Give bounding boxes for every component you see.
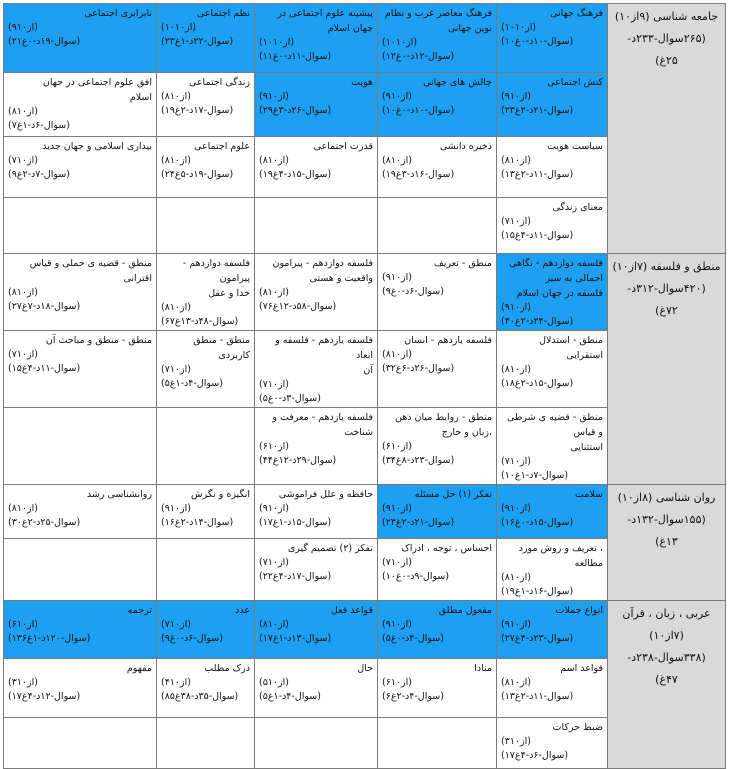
topic-title: انگیزه و نگرش [191, 489, 250, 500]
topic-question-stats: (۲۲سوال-۱۷د-۴غ) [259, 571, 332, 582]
topic-question-stats: (۳۰سوال-۲۵د-۲غ) [8, 517, 81, 528]
topic-score: (۱۰از۱۰) [259, 37, 295, 48]
topic-question-stats: (۱۰سوال-۱۰د-۰غ) [501, 36, 574, 47]
topic-question-stats: (۱۹سوال-۱۷د-۲غ) [161, 105, 234, 116]
topic-cell[interactable] [497, 539, 608, 601]
empty-cell [4, 539, 157, 601]
category-label-line: ۴۷غ) [655, 673, 678, 686]
topic-question-stats: (۱۱سوال-۱۱د-۰غ) [259, 51, 332, 62]
category-label-line: (۲۶۵سوال-۲۳۳د- [627, 32, 706, 45]
topic-title: فلسفه یازدهم - فلسفه و ابعاد آن [275, 335, 373, 376]
topic-question-stats: (۱۲سوال-۱۲د-۰غ) [382, 51, 455, 62]
topic-question-stats: (۲۱سوال-۱۹د-۰غ) [8, 36, 81, 47]
topic-title: فرهنگ معاصر غرب و نظام نوین جهانی [384, 8, 492, 34]
topic-score: (۹از۱۰) [259, 91, 289, 102]
topic-cell[interactable] [4, 331, 157, 408]
topic-score: (۶از۱۰) [382, 677, 412, 688]
topic-cell[interactable] [4, 659, 157, 718]
topic-score: (۸از۱۰) [501, 364, 531, 375]
topic-score: (۹از۱۰) [161, 503, 191, 514]
topic-cell[interactable] [497, 718, 608, 769]
topic-cell[interactable] [497, 408, 608, 485]
topic-score: (۹از۱۰) [501, 503, 531, 514]
topic-title: منطق - منطق و مباحث آن [45, 335, 152, 346]
table-row [4, 254, 726, 331]
topic-cell[interactable] [157, 137, 255, 198]
category-label-line: (۴۲۰سوال-۳۱۲د- [627, 282, 706, 295]
topic-question-stats: (۵سوال-۴د-۱غ) [259, 691, 321, 702]
topic-title: نابرابری اجتماعی [84, 8, 152, 19]
category-label-line: (۷از۱۰) [649, 629, 684, 642]
topic-score: (۸از۱۰) [259, 155, 289, 166]
category-label-line: ۲۵غ) [655, 54, 678, 67]
category-label-line: عربی ، زبان ، قرآن [622, 607, 711, 620]
topic-title: احساس ، توجه ، ادراک [401, 543, 492, 554]
topic-score: (۶از۱۰) [382, 441, 412, 452]
topic-question-stats: (۷سوال-۶د-۱غ) [8, 120, 70, 131]
topic-title: تفکر (۲) تصمیم گیری [287, 543, 373, 554]
topic-question-stats: (۱۰سوال-۹د-۰غ) [382, 571, 450, 582]
topic-report-grid [3, 3, 726, 769]
topic-score: (۵از۱۰) [259, 677, 289, 688]
topic-title: فلسفه یازدهم - انسان [404, 335, 492, 346]
category-cell [608, 4, 726, 254]
topic-title: نظم اجتماعی [196, 8, 250, 19]
topic-question-stats: (۶سوال-۴د-۲غ) [382, 691, 444, 702]
category-label-line: ۷۲غ) [655, 304, 678, 317]
topic-title: کنش اجتماعی [547, 77, 603, 88]
category-label-line: روان شناسی (۸از۱۰) [617, 491, 716, 504]
topic-title: معنای زندگی [552, 202, 603, 213]
topic-title: علوم اجتماعی [194, 141, 250, 152]
topic-score: (۸از۱۰) [8, 106, 38, 117]
topic-title: منطق - روابط میان ذهن ،زبان و خارج [395, 412, 492, 438]
topic-title: ضبط حرکات [552, 722, 603, 733]
topic-score: (۹از۱۰) [501, 91, 531, 102]
topic-question-stats: (۱۷سوال-۶د-۴غ) [501, 750, 569, 761]
topic-question-stats: (۲۷سوال-۲۳د-۴غ) [501, 633, 574, 644]
topic-cell[interactable] [497, 659, 608, 718]
empty-cell [157, 718, 255, 769]
empty-cell [157, 539, 255, 601]
topic-title: منادا [474, 663, 492, 674]
topic-question-stats: (۴۴سوال-۲۹د-۱۲غ) [259, 455, 337, 466]
topic-question-stats: (۳۲سوال-۲۶د-۶غ) [382, 363, 455, 374]
topic-question-stats: (۹سوال-۷د-۲غ) [8, 169, 70, 180]
topic-score: (۹از۱۰) [382, 503, 412, 514]
topic-cell[interactable] [4, 4, 157, 73]
topic-title: قواعد اسم [560, 663, 603, 674]
table-row [4, 601, 726, 659]
topic-question-stats: (۱۶سوال-۱۴د-۲غ) [161, 517, 234, 528]
topic-cell[interactable] [255, 137, 378, 198]
topic-title: منطق - منطق کاربردی [193, 335, 250, 361]
topic-score: (۸از۱۰) [501, 155, 531, 166]
topic-score: (۸از۱۰) [161, 302, 191, 313]
topic-cell[interactable] [255, 485, 378, 539]
topic-title: فلسفه دوازدهم - نگاهی اجمالی به سیر فلسفه در جهان اسلام [509, 258, 603, 299]
empty-cell [4, 198, 157, 254]
topic-score: (۸از۱۰) [501, 572, 531, 583]
topic-question-stats: (۱۷سوال-۱۳د-۱غ) [259, 633, 332, 644]
topic-score: (۹از۱۰) [8, 22, 38, 33]
topic-cell[interactable] [4, 601, 157, 659]
topic-cell[interactable] [255, 408, 378, 485]
topic-title: منطق - استدلال استقرایی [539, 335, 603, 361]
topic-title: قدرت اجتماعی [313, 141, 373, 152]
topic-cell[interactable] [157, 601, 255, 659]
topic-title: فلسفه دوازدهم - پیرامون خدا و عقل [182, 258, 250, 299]
topic-score: (۸از۱۰) [382, 155, 412, 166]
topic-question-stats: (۱۸سوال-۱۵د-۲غ) [501, 378, 574, 389]
topic-cell[interactable] [255, 4, 378, 73]
topic-cell[interactable] [4, 137, 157, 198]
topic-cell[interactable] [4, 73, 157, 137]
category-label-line: منطق و فلسفه (۷از۱۰) [612, 260, 721, 273]
topic-cell[interactable] [157, 73, 255, 137]
topic-title: تفکر (۱) حل مسئله [414, 489, 492, 500]
topic-score: (۷از۱۰) [382, 557, 412, 568]
topic-title: سلامت [574, 489, 603, 500]
topic-title: بیداری اسلامی و جهان جدید [42, 141, 152, 152]
category-cell [608, 254, 726, 485]
topic-cell[interactable] [378, 254, 497, 331]
empty-cell [378, 198, 497, 254]
topic-title: ، تعریف و روش مورد مطالعه [518, 543, 603, 569]
topic-title: فرهنگ جهانی [550, 8, 603, 19]
topic-score: (۸از۱۰) [161, 155, 191, 166]
topic-cell[interactable] [255, 331, 378, 408]
topic-question-stats: (۱۷سوال-۱۵د-۱غ) [259, 517, 332, 528]
topic-score: (۴از۱۰) [161, 677, 191, 688]
topic-question-stats: (۳۴سوال-۲۳د-۸غ) [382, 455, 455, 466]
topic-title: فلسفه دوازدهم - پیرامون واقعیت و هستی [272, 258, 373, 284]
category-cell [608, 601, 726, 769]
topic-score: (۷از۱۰) [259, 379, 289, 390]
topic-question-stats: (۲۴سوال-۱۹د-۵غ) [161, 169, 234, 180]
topic-question-stats: (۲۳سوال-۲۲د-۱غ) [161, 36, 234, 47]
table-row [4, 485, 726, 539]
topic-cell[interactable] [378, 408, 497, 485]
topic-question-stats: (۱۰سوال-۱۰د-۰غ) [382, 105, 455, 116]
topic-cell[interactable] [4, 254, 157, 331]
topic-title: سیاست هویت [547, 141, 603, 152]
topic-question-stats: (۶۷سوال-۴۸د-۱۳غ) [161, 316, 239, 327]
topic-score: (۶از۱۰) [259, 441, 289, 452]
topic-question-stats: (۱۹سوال-۱۶د-۱غ) [501, 586, 574, 597]
topic-title: هویت [351, 77, 373, 88]
topic-cell[interactable] [378, 601, 497, 659]
topic-score: (۹از۱۰) [382, 619, 412, 630]
topic-question-stats: (۱۶سوال-۱۵د-۰غ) [501, 517, 574, 528]
topic-cell[interactable] [255, 601, 378, 659]
category-label-line: (۳۳۸سوال-۲۳۸د- [627, 651, 706, 664]
topic-score: (۷از۱۰) [8, 155, 38, 166]
topic-question-stats: (۵سوال-۳د-۰غ) [259, 393, 321, 404]
topic-cell[interactable] [497, 254, 608, 331]
topic-cell[interactable] [157, 4, 255, 73]
topic-score: (۶از۱۰) [8, 619, 38, 630]
empty-cell [255, 198, 378, 254]
category-label-line: (۱۵۵سوال-۱۳۲د- [627, 513, 706, 526]
topic-cell[interactable] [497, 601, 608, 659]
topic-score: (۹از۱۰) [382, 272, 412, 283]
topic-title: زندگی اجتماعی [188, 77, 250, 88]
topic-title: حال [357, 663, 373, 674]
topic-title: انواع جملات [555, 605, 603, 616]
topic-score: (۸از۱۰) [259, 287, 289, 298]
topic-title: پیشینه علوم اجتماعی در جهان اسلام [277, 8, 373, 34]
topic-cell[interactable] [4, 485, 157, 539]
topic-question-stats: (۱۷سوال-۱۲د-۴غ) [8, 691, 81, 702]
topic-question-stats: (۹سوال-۶د-۰غ) [382, 286, 444, 297]
topic-cell[interactable] [255, 539, 378, 601]
topic-score: (۸از۱۰) [8, 503, 38, 514]
topic-cell[interactable] [378, 4, 497, 73]
topic-score: (۱۰از۱۰) [161, 22, 197, 33]
topic-cell[interactable] [378, 137, 497, 198]
topic-score: (۹از۱۰) [501, 302, 531, 313]
category-cell [608, 485, 726, 601]
topic-cell[interactable] [255, 659, 378, 718]
topic-title: حافظه و علل فراموشی [278, 489, 373, 500]
topic-question-stats: (۱۹سوال-۱۵د-۴غ) [259, 169, 332, 180]
topic-question-stats: (۱۳سوال-۱۱د-۲غ) [501, 691, 574, 702]
topic-cell[interactable] [157, 485, 255, 539]
topic-cell[interactable] [157, 331, 255, 408]
topic-question-stats: (۲۹سوال-۲۶د-۳غ) [259, 105, 332, 116]
topic-title: چالش های جهانی [423, 77, 492, 88]
topic-title: عدد [235, 605, 250, 616]
topic-score: (۸از۱۰) [8, 287, 38, 298]
topic-score: (۹از۱۰) [501, 619, 531, 630]
topic-question-stats: (۱۵سوال-۱۱د-۴غ) [8, 363, 81, 374]
topic-question-stats: (۸۵سوال-۳۵د-۳۸غ) [161, 691, 239, 702]
topic-title: منطق - قضیه ی حملی و قیاس اقترانی [29, 258, 152, 284]
table-row [4, 4, 726, 73]
topic-cell[interactable] [497, 4, 608, 73]
topic-score: (۳از۱۰) [501, 736, 531, 747]
category-label-line: جامعه شناسی (۹از۱۰) [614, 10, 719, 23]
empty-cell [4, 408, 157, 485]
empty-cell [378, 718, 497, 769]
empty-cell [255, 718, 378, 769]
topic-cell[interactable] [378, 73, 497, 137]
topic-score: (۷از۱۰) [161, 619, 191, 630]
topic-question-stats: (۱۰سوال-۷د-۱غ) [501, 470, 569, 481]
topic-score: (۱۰از۱۰) [501, 22, 537, 33]
topic-question-stats: (۱۵سوال-۱۱د-۴غ) [501, 230, 574, 241]
topic-question-stats: (۲۳سوال-۲۱د-۲غ) [501, 105, 574, 116]
topic-question-stats: (۹سوال-۶د-۰غ) [161, 633, 223, 644]
topic-cell[interactable] [497, 485, 608, 539]
empty-cell [157, 198, 255, 254]
topic-cell[interactable] [378, 331, 497, 408]
topic-score: (۸از۱۰) [501, 677, 531, 688]
topic-score: (۹از۱۰) [259, 503, 289, 514]
topic-score: (۱۰از۱۰) [382, 37, 418, 48]
topic-question-stats: (۱۳سوال-۱۱د-۲غ) [501, 169, 574, 180]
topic-cell[interactable] [497, 137, 608, 198]
topic-title: ترجمه [127, 605, 152, 616]
empty-cell [157, 408, 255, 485]
topic-cell[interactable] [157, 254, 255, 331]
topic-score: (۷از۱۰) [501, 216, 531, 227]
topic-title: ذخیره دانشی [439, 141, 492, 152]
topic-cell[interactable] [497, 331, 608, 408]
topic-cell[interactable] [157, 659, 255, 718]
topic-question-stats: (۱۹سوال-۱۶د-۳غ) [382, 169, 455, 180]
topic-score: (۸از۱۰) [382, 349, 412, 360]
topic-score: (۷از۱۰) [161, 364, 191, 375]
topic-score: (۳از۱۰) [8, 677, 38, 688]
topic-title: روانشناسی رشد [86, 489, 152, 500]
topic-question-stats: (۵سوال-۴د-۰غ) [382, 633, 444, 644]
topic-question-stats: (۲۳سوال-۲۱د-۲غ) [382, 517, 455, 528]
topic-title: فلسفه یازدهم - معرفت و شناخت [272, 412, 373, 438]
topic-score: (۷از۱۰) [501, 456, 531, 467]
topic-cell[interactable] [255, 254, 378, 331]
topic-cell[interactable] [497, 198, 608, 254]
topic-score: (۸از۱۰) [161, 91, 191, 102]
topic-score: (۹از۱۰) [382, 91, 412, 102]
topic-title: قواعد فعل [330, 605, 373, 616]
topic-title: منطق - قضیه ی شرطی و قیاس استثنایی [506, 412, 603, 453]
topic-score: (۸از۱۰) [259, 619, 289, 630]
topic-cell[interactable] [497, 73, 608, 137]
category-label-line: ۱۳غ) [655, 535, 678, 548]
topic-question-stats: (۵سوال-۴د-۱غ) [161, 378, 223, 389]
topic-title: مفعول مطلق [438, 605, 492, 616]
topic-question-stats: (۷۶سوال-۵۸د-۱۲غ) [259, 301, 337, 312]
topic-cell[interactable] [378, 485, 497, 539]
topic-question-stats: (۴۰سوال-۲۴د-۲غ) [501, 316, 574, 327]
topic-score: (۷از۱۰) [8, 349, 38, 360]
topic-cell[interactable] [378, 539, 497, 601]
topic-score: (۷از۱۰) [259, 557, 289, 568]
empty-cell [4, 718, 157, 769]
topic-title: درک مطلب [204, 663, 250, 674]
topic-question-stats: (۲۷سوال-۱۸د-۷غ) [8, 301, 81, 312]
topic-cell[interactable] [255, 73, 378, 137]
topic-question-stats: (۱۳۶سوال-۱۲۰د-۱غ) [8, 633, 91, 644]
topic-cell[interactable] [378, 659, 497, 718]
topic-title: افق علوم اجتماعی در جهان اسلام [42, 77, 152, 103]
topic-title: منطق - تعریف [433, 258, 492, 269]
topic-title: مفهوم [126, 663, 152, 674]
